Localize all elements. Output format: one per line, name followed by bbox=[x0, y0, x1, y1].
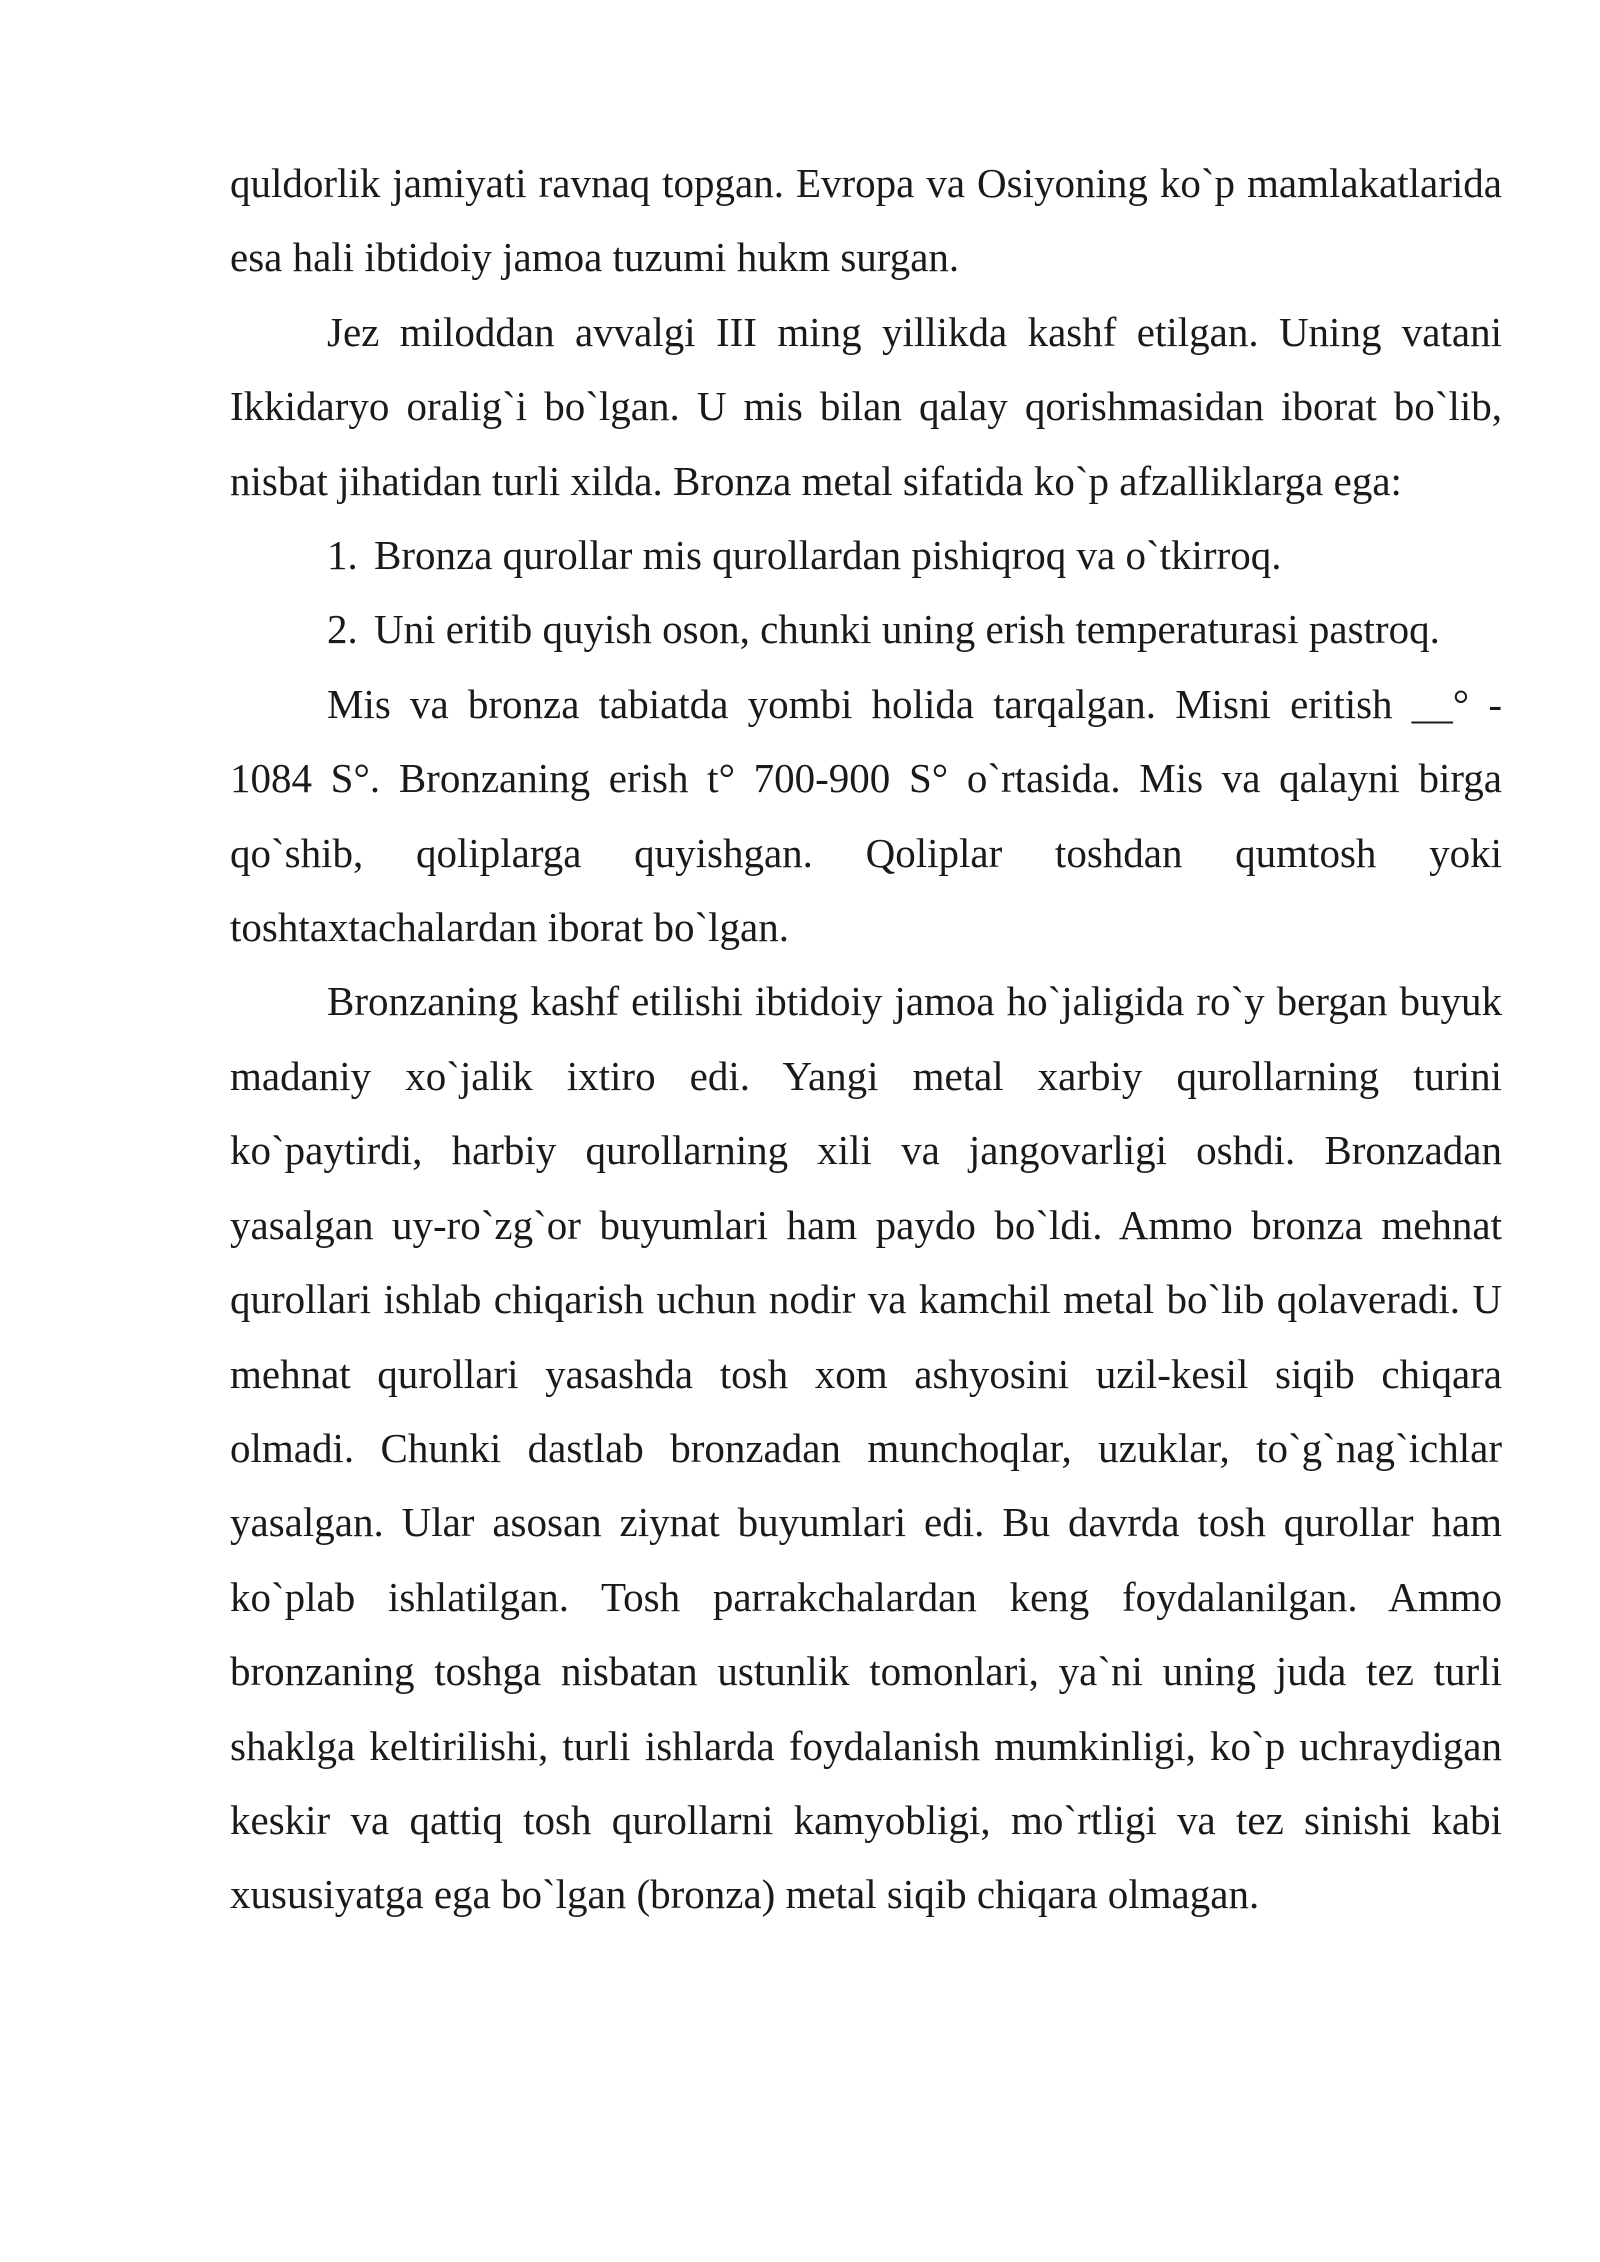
list-number: 1. bbox=[327, 532, 358, 579]
list-text: Bronza qurollar mis qurollardan pishiqroq va o`tkirroq. bbox=[374, 532, 1282, 579]
paragraph-bronze-discovery: Bronzaning kashf etilishi ibtidoiy jamoa ho`jaligida ro`y bergan buyuk madaniy xo`jalik ixtiro edi. Yangi metal xarbiy qurollarning turini ko`paytirdi, harbiy qurollarning xili va jangovarligi oshdi. Bronzadan yasalgan uy-ro`zg`or buyumlari ham paydo bo`ldi. Ammo bronza mehnat qurollari ishlab chiqarish uchun nodir va kamchil metal bo`lib qolaveradi. U mehnat qurollari yasashda tosh xom ashyosini uzil-kesil siqib chiqara olmadi. Chunki dastlab bronzadan munchoqlar, uzuklar, to`g`nag`ichlar yasalgan. Ular asosan ziynat buyumlari edi. Bu davrda tosh qurollar ham ko`plab ishlatilgan. Tosh parrakchalardan keng foydalanilgan. Ammo bronzaning toshga nisbatan ustunlik tomonlari, ya`ni uning juda tez turli shaklga keltirilishi, turli ishlarda foydalanish mumkinligi, ko`p uchraydigan keskir va qattiq tosh qurollarni kamyobligi, mo`rtligi va tez sinishi kabi xususiyatga ega bo`lgan (bronza) metal siqib chiqara olmagan. bbox=[230, 978, 1502, 1918]
list-item-1 bbox=[230, 518, 1502, 592]
list-item-2 bbox=[230, 592, 1502, 666]
paragraph-continuation: quldorlik jamiyati ravnaq topgan. Evropa va Osiyoning ko`p mamlakatlarida esa hali ibtidoiy jamoa tuzumi hukm surgan. bbox=[230, 160, 1502, 281]
document-page bbox=[230, 146, 1502, 1932]
paragraph-bronze-origin: Jez miloddan avvalgi III ming yillikda kashf etilgan. Uning vatani Ikkidaryo oralig`i bo`lgan. U mis bilan qalay qorishmasidan iborat bo`lib, nisbat jihatidan turli xilda. Bronza metal sifatida ko`p afzalliklarga ega: bbox=[230, 308, 1502, 504]
paragraph-melting: Mis va bronza tabiatda yombi holida tarqalgan. Misni eritish __° - 1084 S°. Bronzaning erish t° 700-900 S° o`rtasida. Mis va qalayni birga qo`shib, qoliplarga quyishgan. Qoliplar toshdan qumtosh yoki toshtaxtachalardan iborat bo`lgan. bbox=[230, 680, 1502, 951]
list-text: Uni eritib quyish oson, chunki uning erish temperaturasi pastroq. bbox=[374, 606, 1440, 653]
list-number: 2. bbox=[327, 606, 358, 653]
